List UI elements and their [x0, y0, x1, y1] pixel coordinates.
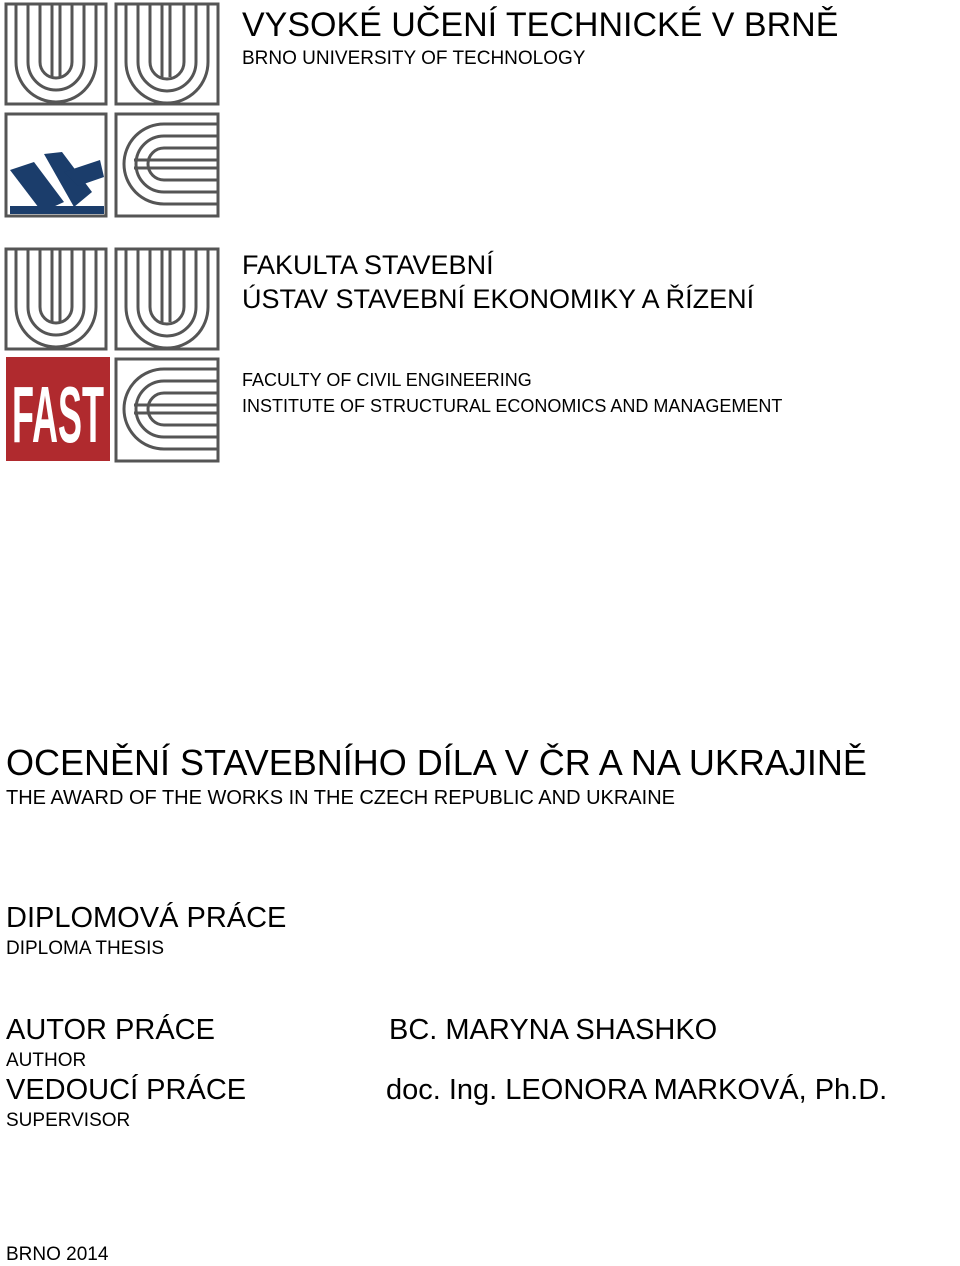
fast-logo	[4, 247, 220, 463]
author-label-cz: AUTOR PRÁCE	[6, 1014, 215, 1046]
fast-logo-graphic	[4, 247, 220, 463]
supervisor-label-en: SUPERVISOR	[6, 1110, 131, 1131]
place-year: BRNO 2014	[6, 1244, 109, 1265]
faculty-name-cz: FAKULTA STAVEBNÍ	[242, 250, 494, 280]
vut-logo	[4, 2, 220, 218]
fast-logo-text: FAST	[11, 370, 104, 460]
thesis-type-en: DIPLOMA THESIS	[6, 938, 165, 959]
institute-name-cz: ÚSTAV STAVEBNÍ EKONOMIKY A ŘÍZENÍ	[242, 284, 755, 314]
university-name-cz: VYSOKÉ UČENÍ TECHNICKÉ V BRNĚ	[242, 6, 839, 44]
thesis-type-cz: DIPLOMOVÁ PRÁCE	[6, 902, 287, 934]
author-name: BC. MARYNA SHASHKO	[389, 1014, 718, 1046]
author-label-en: AUTHOR	[6, 1050, 87, 1071]
thesis-title-cz: OCENĚNÍ STAVEBNÍHO DÍLA V ČR A NA UKRAJINĚ	[6, 742, 867, 783]
institute-mark	[10, 152, 104, 214]
vut-logo-graphic	[4, 2, 220, 218]
supervisor-label-cz: VEDOUCÍ PRÁCE	[6, 1074, 247, 1106]
institute-name-en: INSTITUTE OF STRUCTURAL ECONOMICS AND MANAGEMENT	[242, 396, 783, 416]
faculty-name-en: FACULTY OF CIVIL ENGINEERING	[242, 370, 532, 390]
university-name-en: BRNO UNIVERSITY OF TECHNOLOGY	[242, 48, 586, 69]
supervisor-name: doc. Ing. LEONORA MARKOVÁ, Ph.D.	[386, 1074, 888, 1106]
thesis-title-en: THE AWARD OF THE WORKS IN THE CZECH REPUBLIC AND UKRAINE	[6, 787, 675, 809]
